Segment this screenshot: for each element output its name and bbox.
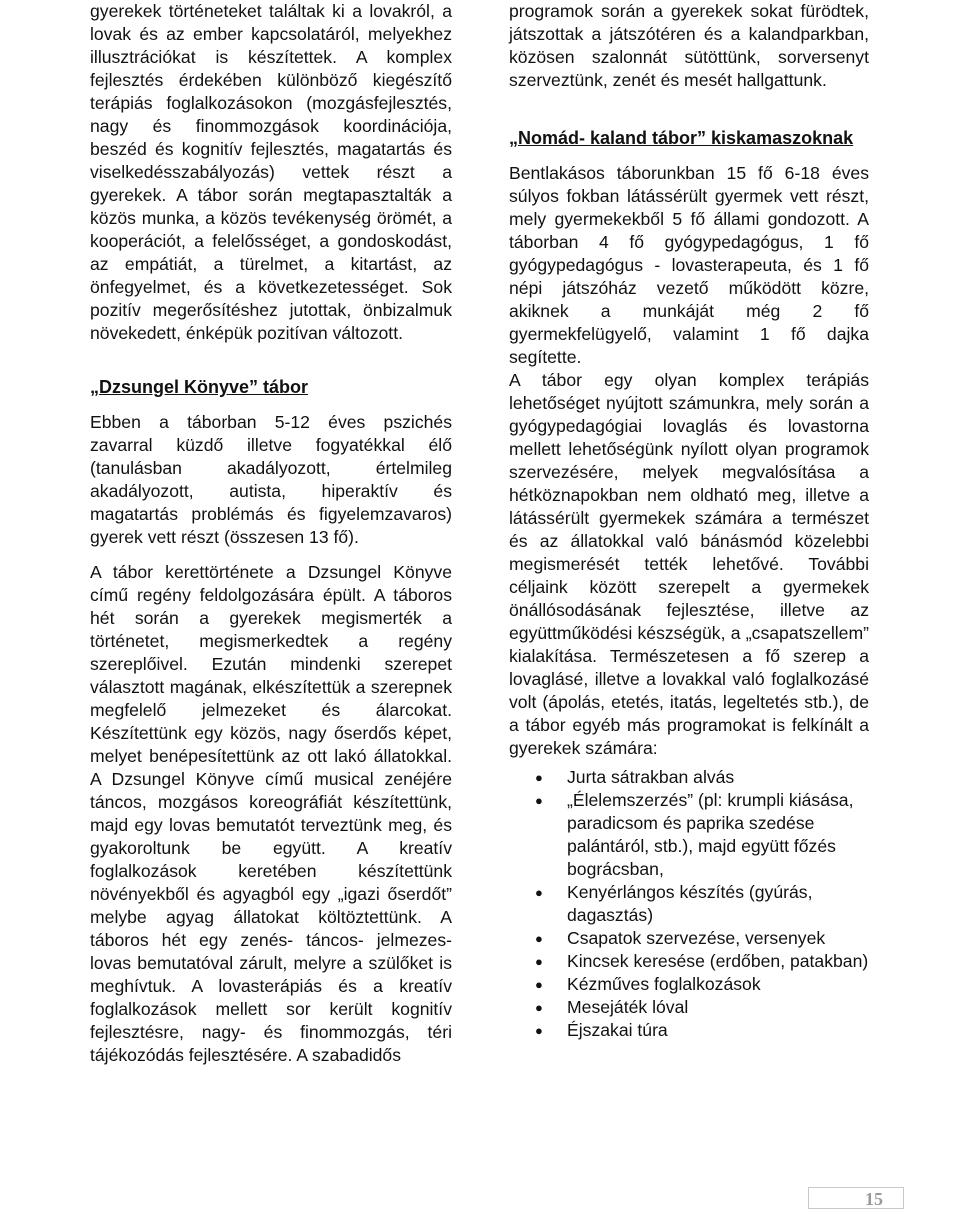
left-paragraph-3: A tábor kerettörténete a Dzsungel Könyve című regény feldolgozására épült. A táboros hét során a gyerekek megismerték a történetet, megismerkedtek a regény szereplőivel. Ezután mindenki szerepet választott magának, elkészítettük a szerepnek megfelelő jelmezeket és álarcokat. Készítettünk egy közös, nagy őserdős képet, melyet benépesítettünk az ott lakó állatokkal. A Dzsungel Könyve című musical zenéjére táncos, mozgásos koreográfiát készítettünk, majd egy lovas bemutatót terveztünk meg, és gyakoroltunk be együtt. A kreatív foglalkozások keretében készítettünk növényekből és agyagból egy „igazi őserdőt” melybe agyag állatokat költöztettünk. A táboros hét egy zenés- táncos- jelmezes-lovas bemutatóval zárult, melyre a szülőket is meghívtuk. A lovasterápiás és a kreatív foglalkozások mellett sor került kognitív fejlesztésre, nagy- és finommozgás, téri tájékozódás fejlesztésére. A szabadidős (90, 562, 452, 1065)
left-paragraph-2: Ebben a táborban 5-12 éves pszichés zavarral küzdő illetve fogyatékkal élő (tanulásban akadályozott, értelmileg akadályozott, autista, hiperaktív és magatartás problémás és figyelemzavaros) gyerek vett részt (összesen 13 fő). (90, 412, 452, 547)
list-item: ● Kézműves foglalkozások (567, 973, 869, 996)
right-paragraph-1: programok során a gyerekek sokat fürödtek, játszottak a játszótéren és a kalandparkban, közösen szalonnát sütöttünk, sorversenyt szerveztünk, zenét és mesét hallgattunk. (509, 1, 869, 90)
right-paragraph-2: Bentlakásos táborunkban 15 fő 6-18 éves súlyos fokban látássérült gyermek vett részt, mely gyermekekből 5 fő állami gondozott. A táborban 4 fő gyógypedagógus, 1 fő gyógypedagógus - lovasterapeuta, és 1 fő népi játszóház vezető működött közre, akiknek a munkáját még 2 fő gyermekfelügyelő, valamint 1 fő dajka segítette. (509, 163, 869, 367)
right-paragraph-3: A tábor egy olyan komplex terápiás lehetőséget nyújtott számunkra, mely során a gyógypedagógiai lovaglás és lovastorna mellett lehetőségünk nyílott olyan programok szervezésére, melyek megvalósítása a hétköznapokban nem oldható meg, illetve a látássérült gyermekek számára a természet és az állatokkal való bánásmód közelebbi megismerését tették lehetővé. További céljaink között szerepelt a gyermekek önállósodásának fejlesztése, illetve az együttműködési készségük, a „csapatszellem” kialakítása. Természetesen a fő szerep a lovaglásé, illetve a lovakkal való foglalkozásé volt (ápolás, etetés, itatás, legeltetés stb.), de a tábor egyéb más programokat is felkínált a gyerekek számára: (509, 370, 869, 758)
list-item: ● Csapatok szervezése, versenyek (567, 927, 869, 950)
list-item: ● Jurta sátrakban alvás (567, 766, 869, 789)
section-heading-dzsungel: „Dzsungel Könyve” tábor (90, 377, 309, 397)
left-paragraph-1: gyerekek történeteket találtak ki a lovakról, a lovak és az ember kapcsolatáról, melyekhez illusztrációkat is készítettek. A komplex fejlesztés érdekében különböző kiegészítő terápiás foglalkozásokon (mozgásfejlesztés, nagy és finommozgások koordinációja, beszéd és kognitív fejlesztés, magatartás és viselkedésszabályozás) vettek részt a gyerekek. A tábor során megtapasztalták a közös munka, a közös tevékenység örömét, a kooperációt, a felelősséget, a gondoskodást, az empátiát, a türelmet, a kitartást, az önfegyelmet, és a következetességet. Sok pozitív megerősítéshez jutottak, önbizalmuk növekedett, énképük pozitívan változott. (90, 1, 452, 343)
list-item: ● „Élelemszerzés” (pl: krumpli kiásása, paradicsom és paprika szedése palántáról, stb.), majd együtt főzés bográcsban, (567, 789, 869, 881)
list-item: ● Éjszakai túra (567, 1019, 869, 1042)
program-list (509, 766, 869, 1042)
section-heading-nomad: „Nomád- kaland tábor” kiskamaszoknak (509, 128, 854, 148)
list-item: ● Mesejáték lóval (567, 996, 869, 1019)
page-number: 15 (808, 1187, 904, 1209)
right-column (509, 0, 869, 1042)
left-column (90, 0, 452, 1067)
list-item: ● Kincsek keresése (erdőben, patakban) (567, 950, 869, 973)
list-item: ● Kenyérlángos készítés (gyúrás, dagasztás) (567, 881, 869, 927)
